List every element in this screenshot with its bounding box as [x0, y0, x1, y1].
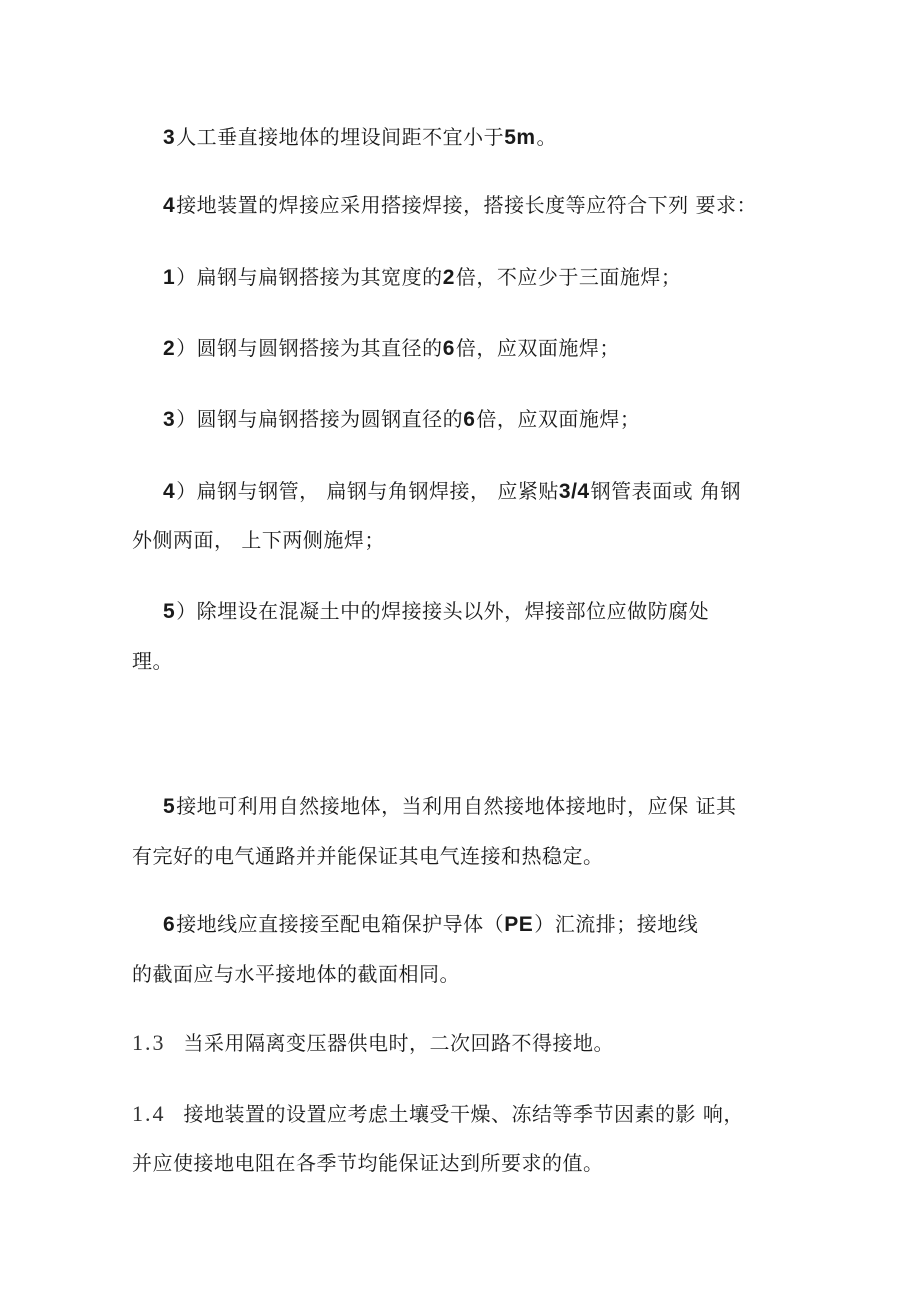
subclause-text: ）扁钢与扁钢搭接为其宽度的	[176, 265, 443, 289]
subclause-value: 6	[463, 408, 476, 431]
clause-text: 接地装置的焊接应采用搭接焊接，搭接长度等应符合下列 要求：	[176, 193, 758, 217]
section-text-line2: 并应使接地电阻在各季节均能保证达到所要求的值。	[132, 1151, 604, 1175]
clause-text-line2: 的截面应与水平接地体的截面相同。	[132, 962, 460, 986]
clause-3	[163, 123, 557, 152]
section-text: 接地装置的设置应考虑土壤受干燥、冻结等季节因素的影 响，	[183, 1102, 744, 1126]
section-text: 当采用隔离变压器供电时，二次回路不得接地。	[183, 1031, 614, 1055]
subclause-text: ）圆钢与扁钢搭接为圆钢直径的	[176, 407, 464, 431]
clause-text: 人工垂直接地体的埋设间距不宜小于	[176, 125, 505, 149]
clause-5	[163, 792, 737, 821]
subclause-number: 5	[163, 600, 176, 623]
subclause-value: 6	[442, 337, 455, 360]
subclause-value: 3/4	[558, 480, 590, 503]
subclause-text-line2: 外侧两面， 上下两侧施焊；	[132, 528, 385, 552]
subclause-text-2: 倍，不应少于三面施焊；	[455, 265, 682, 289]
clause-text: 接地可利用自然接地体，当利用自然接地体接地时，应保 证其	[176, 794, 737, 818]
subclause-value: 2	[442, 266, 455, 289]
clause-text-2: ）汇流排；接地线	[534, 912, 699, 936]
clause-text-line2: 有完好的电气通路并并能保证其电气连接和热稳定。	[132, 844, 604, 868]
clause-4	[163, 191, 757, 220]
clause-number: 4	[163, 194, 176, 217]
subclause-text-2: 倍，应双面施焊；	[455, 336, 620, 360]
clause-6	[163, 910, 698, 939]
subclause-3	[163, 405, 640, 434]
subclause-5	[163, 597, 709, 626]
clause-text: 接地线应直接接至配电箱保护导体（	[176, 912, 505, 936]
clause-end: 。	[536, 125, 558, 149]
section-1-3	[132, 1029, 614, 1057]
section-number: 1.3	[132, 1030, 166, 1055]
subclause-5-continued	[132, 647, 173, 675]
subclause-number: 2	[163, 337, 176, 360]
clause-number: 6	[163, 913, 176, 936]
subclause-text: ）除埋设在混凝土中的焊接接头以外，焊接部位应做防腐处	[176, 599, 710, 623]
subclause-text-2: 钢管表面或 角钢	[590, 479, 741, 503]
section-1-4	[132, 1100, 744, 1128]
subclause-text-2: 倍，应双面施焊；	[476, 407, 641, 431]
subclause-text: ）圆钢与圆钢搭接为其直径的	[176, 336, 443, 360]
subclause-2	[163, 334, 620, 363]
clause-6-continued	[132, 960, 460, 988]
clause-5-continued	[132, 842, 604, 870]
section-1-4-continued	[132, 1149, 604, 1177]
subclause-4	[163, 477, 741, 506]
subclause-4-continued	[132, 526, 385, 554]
subclause-number: 4	[163, 480, 176, 503]
subclause-text-line2: 理。	[132, 649, 173, 673]
subclause-number: 3	[163, 408, 176, 431]
subclause-1	[163, 263, 681, 292]
clause-value: PE	[504, 913, 534, 936]
section-number: 1.4	[132, 1101, 166, 1126]
subclause-text: ）扁钢与钢管， 扁钢与角钢焊接， 应紧贴	[176, 479, 559, 503]
clause-number: 3	[163, 126, 176, 149]
clause-number: 5	[163, 795, 176, 818]
clause-value: 5m	[504, 126, 536, 149]
subclause-number: 1	[163, 266, 176, 289]
